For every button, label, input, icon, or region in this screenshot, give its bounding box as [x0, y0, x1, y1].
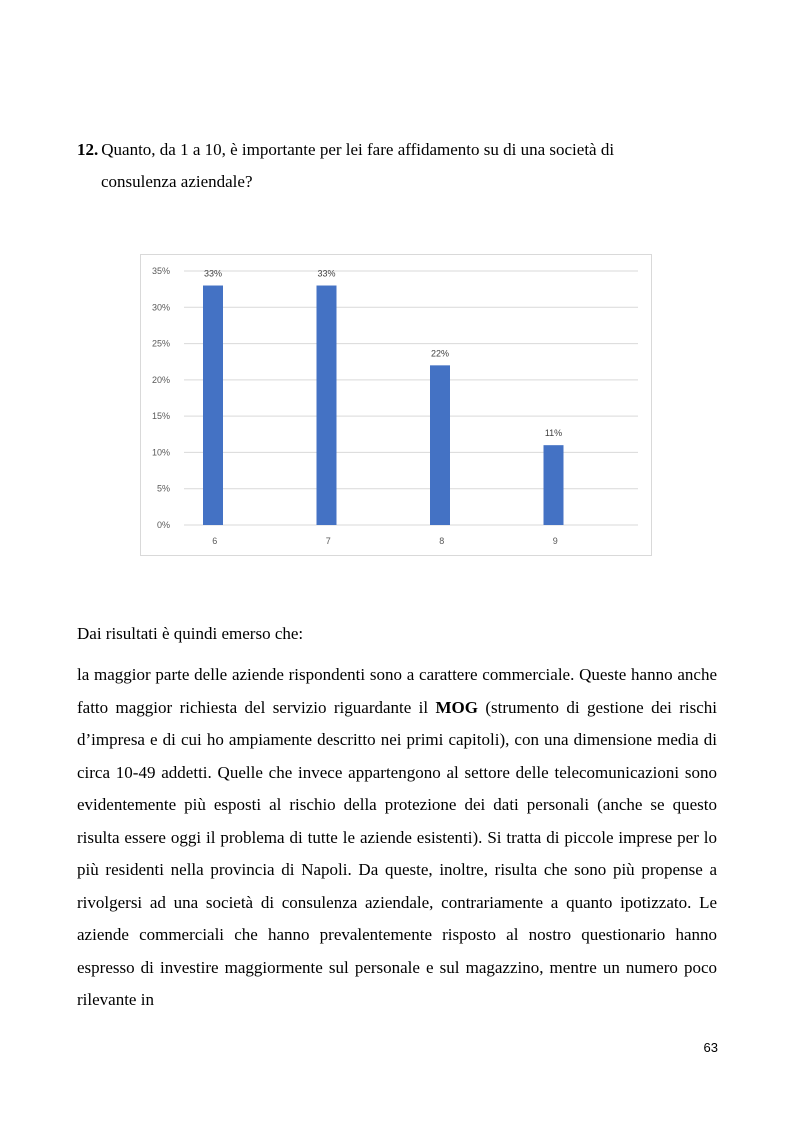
data-label: 33%	[317, 268, 336, 279]
y-tick-label: 0%	[156, 520, 170, 530]
chart-svg	[141, 255, 653, 557]
x-tick-label: 7	[325, 536, 331, 546]
bar	[317, 286, 337, 525]
data-label: 22%	[430, 348, 450, 359]
data-label: 33%	[203, 268, 223, 279]
y-tick-label: 15%	[151, 411, 170, 422]
y-tick-label: 20%	[151, 374, 170, 385]
y-tick-label: 5%	[156, 483, 170, 494]
bar-chart	[140, 254, 652, 556]
paragraph-part-1: la maggior parte delle aziende rispondenti sono a carattere commerciale. Queste hanno anche fatto maggior richiesta del servizio riguardante il	[77, 665, 717, 717]
question-text-line2: consulenza aziendale?	[101, 172, 253, 191]
question-block	[77, 134, 717, 198]
question-number: 12.	[77, 140, 99, 159]
results-intro: Dai risultati è quindi emerso che:	[77, 624, 304, 643]
bar	[544, 445, 564, 525]
x-tick-label: 8	[439, 536, 445, 546]
y-tick-label: 30%	[151, 302, 170, 313]
x-tick-label: 6	[212, 536, 218, 546]
y-tick-label: 35%	[151, 266, 170, 276]
results-paragraph	[77, 659, 717, 1017]
x-tick-label: 9	[552, 536, 558, 546]
page-number: 63	[703, 1040, 718, 1055]
question-text-line1: Quanto, da 1 a 10, è importante per lei fare affidamento su di una società di	[101, 140, 615, 159]
paragraph-part-2: (strumento di gestione dei rischi d’impresa e di cui ho ampiamente descritto nei primi capitoli), con una dimensione media di circa 10-49 addetti. Quelle che invece appartengono al settore delle telecomunicazioni sono evidentemente più esposti al rischio della protezione dei dati personali (anche se questo risulta essere oggi il problema di tutte le aziende esistenti). Si tratta di piccole imprese per lo più residenti nella provincia di Napoli. Da queste, inoltre, risulta che sono più propense a rivolgersi ad una società di consulenza aziendale, contrariamente a quanto ipotizzato. Le aziende commerciali che hanno prevalentemente risposto al nostro questionario hanno espresso di investire maggiormente sul personale e sul magazzino, mentre un numero poco rilevante in	[77, 697, 717, 1009]
mog-term: MOG	[435, 697, 479, 717]
bar	[203, 286, 223, 525]
y-tick-label: 10%	[151, 447, 170, 458]
data-label: 11%	[544, 428, 563, 439]
y-tick-label: 25%	[151, 338, 170, 349]
bar	[430, 365, 450, 525]
